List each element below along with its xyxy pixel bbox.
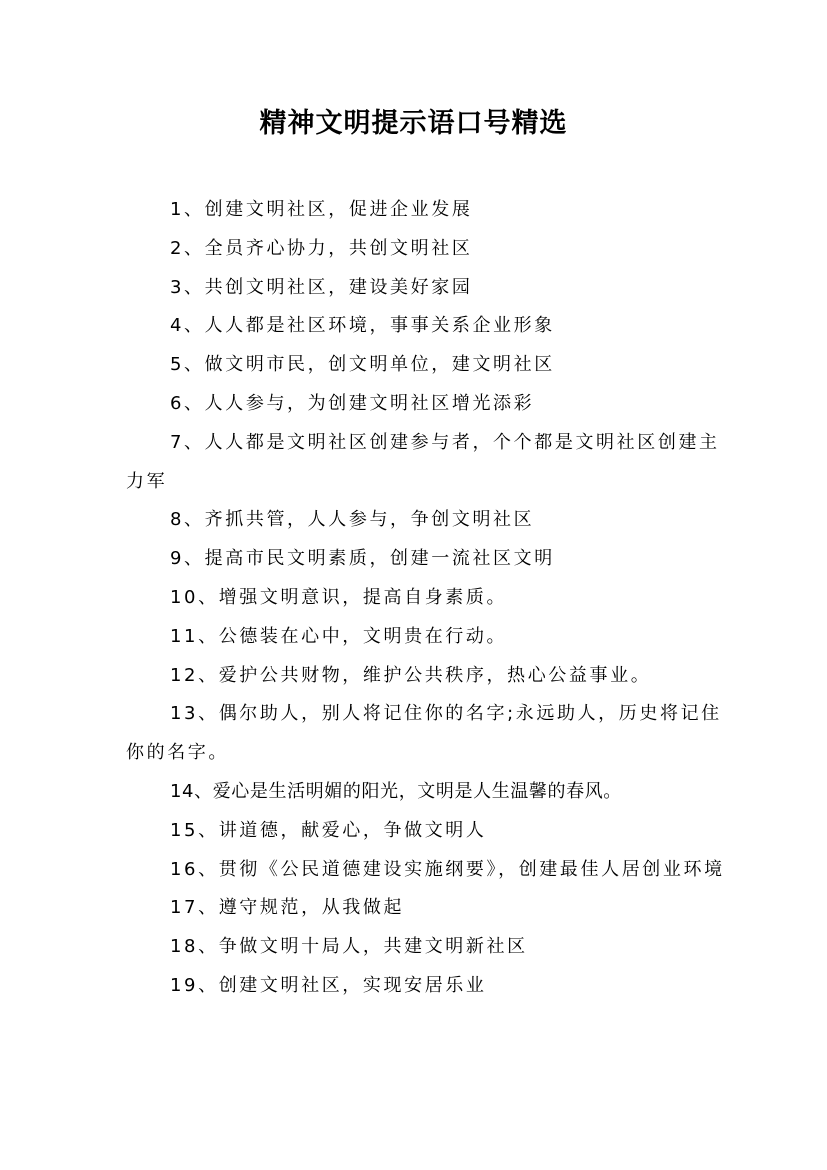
list-item: 15、讲道德，献爱心，争做文明人 — [170, 819, 487, 841]
list-item: 18、争做文明十局人，共建文明新社区 — [170, 936, 528, 958]
list-item: 2、全员齐心协力，共创文明社区 — [170, 237, 473, 259]
list-item: 13、偶尔助人，别人将记住你的名字;永远助人，历史将记住你的名字。 — [126, 703, 722, 764]
list-item: 17、遵守规范，从我做起 — [170, 897, 405, 919]
list-item: 7、人人都是文明社区创建参与者，个个都是文明社区创建主力军 — [126, 431, 720, 492]
list-item: 19、创建文明社区，实现安居乐业 — [170, 974, 487, 996]
list-item: 11、公德装在心中，文明贵在行动。 — [170, 625, 508, 647]
list-item: 5、做文明市民，创文明单位，建文明社区 — [170, 354, 555, 376]
list-item: 3、共创文明社区，建设美好家园 — [170, 276, 473, 298]
list-item: 16、贯彻《公民道德建设实施纲要》，创建最佳人居创业环境 — [170, 858, 725, 880]
list-item: 12、爱护公共财物，维护公共秩序，热心公益事业。 — [170, 664, 652, 686]
list-item: 10、增强文明意识，提高自身素质。 — [170, 586, 508, 608]
list-item: 6、人人参与，为创建文明社区增光添彩 — [170, 392, 535, 414]
list-item: 1、创建文明社区，促进企业发展 — [170, 199, 473, 220]
list-item: 4、人人都是社区环境，事事关系企业形象 — [170, 315, 555, 337]
document-title: 精神文明提示语口号精选 — [259, 108, 568, 139]
list-item: 14、爱心是生活明媚的阳光，文明是人生温馨的春风。 — [170, 780, 622, 802]
list-item: 9、提高市民文明素质，创建一流社区文明 — [170, 548, 555, 570]
list-item: 8、齐抓共管，人人参与，争创文明社区 — [170, 509, 535, 531]
slogan-list — [126, 191, 726, 1006]
